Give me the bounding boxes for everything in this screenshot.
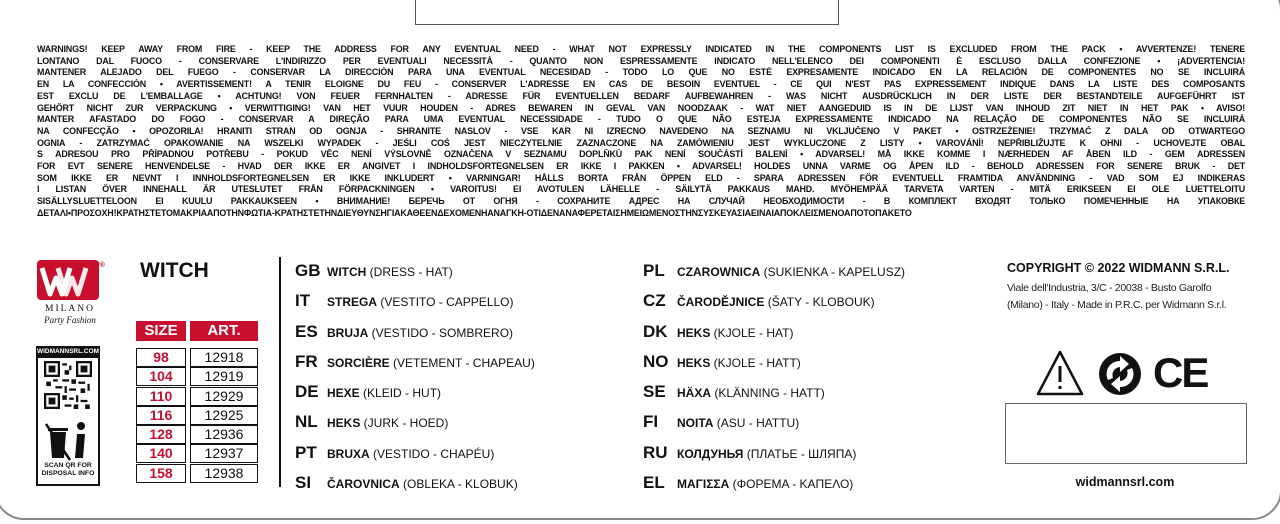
- language-code: NO: [643, 351, 669, 371]
- qr-caption: SCAN QR FOR DISPOSAL INFO: [41, 462, 95, 477]
- language-item: [643, 443, 905, 473]
- product-description: (VESTITO - CAPPELLO): [377, 295, 514, 310]
- language-item: [295, 261, 535, 291]
- product-name: ČARODĚJNICE: [677, 295, 765, 310]
- product-description: (ΦΟΡΕΜΑ - ΚΑΠΕΛΟ): [729, 477, 854, 492]
- language-code: ES: [295, 321, 318, 341]
- product-title: WITCH: [140, 259, 209, 282]
- size-cell: 98: [136, 348, 186, 367]
- size-cell: 128: [136, 425, 186, 444]
- size-cell: 116: [136, 406, 186, 425]
- language-item: [295, 322, 535, 352]
- product-description: (ASU - HATTU): [713, 416, 800, 431]
- brand-tagline: Party Fashion: [44, 315, 96, 325]
- language-code: CZ: [643, 291, 666, 311]
- product-description: (DRESS - HAT): [366, 265, 453, 279]
- product-name: STREGA: [327, 295, 378, 310]
- warning-line: S ADRESOU PRO PŘÍPADNOU POTŘEBU - POKUD VĚC NENÍ VÝSLOVNĚ OZNAČENA V SEZNAMU DOPLŇKŮ PAK NENÍ SOUČÁSTÍ BALENÍ • ADVARSEL! MÅ IKKE KOMME I NÆRHEDEN AF ÅBEN ILD - GEM ADRESSEN: [37, 149, 1246, 161]
- language-item: [643, 412, 905, 442]
- warning-line: LONTANO DAL FUOCO - CONSERVARE L'INDIRIZZO PER EVENTUALI NECESSITÀ - QUANTO NON ESPRESSAMENTE INDICATO NELL'ELENCO DEI COMPONENTI È ESCLUSO DALLA CONFEZIONE • ¡ADVERTENCIA!: [37, 55, 1246, 67]
- language-item: [295, 412, 535, 442]
- product-name: CZAROWNICA: [677, 265, 761, 279]
- warning-line: OGNIA - ZATRZYMAĆ OPAKOWANIE NA WSZELKI WYPADEK - JEŚLI COŚ JEST NIECZYTELNIE ZAZNACZONE NA ZAMÓWIENIU JEST WYKLUCZONE Z LISTY • VAROVÁNÍ! NEPŘIBLIŽUJTE K OHNI - UCHOVEJTE OBAL: [37, 137, 1246, 149]
- language-item: [295, 443, 535, 473]
- language-code: PT: [295, 442, 317, 462]
- art-cell: 12929: [190, 387, 258, 406]
- warning-line: FOR EVT SENERE HENVENDELSE - HVAD DER IKKE ER ANGIVET I INDHOLDSFORTEGNELSEN ER IKKE I PAKKEN • ADVARSEL! HOLDES UNNA VARME OG ÅPEN ILD - BEHOLD ADRESSEN FOR SENERE BRUK - DET: [37, 161, 1246, 173]
- product-description: (OBLEKA - KLOBUK): [399, 477, 518, 492]
- size-cell: 140: [136, 444, 186, 463]
- warning-line: SOM IKKE ER NEVNT I INNHOLDSFORTEGNELSEN ER IKKE INKLUDERT • VARNINGAR! HÅLLS BORTA FRÅN ÖPPEN ELD - SPARA ADRESSEN FÖR EVENTUELL FRAMTIDA ANVÄNDNING - VAD SOM EJ INDIKERAS: [37, 172, 1246, 184]
- art-cell: 12938: [190, 464, 258, 483]
- copyright: COPYRIGHT © 2022 WIDMANN S.R.L.: [1007, 261, 1230, 275]
- product-description: (SUKIENKA - KAPELUSZ): [760, 265, 906, 279]
- language-code: FR: [295, 351, 318, 371]
- language-list-right: [643, 261, 905, 503]
- product-name: BRUJA: [327, 325, 369, 340]
- language-code: RU: [643, 442, 668, 462]
- language-code: FI: [643, 412, 659, 432]
- product-name: BRUXA: [327, 446, 370, 461]
- language-item: [643, 291, 905, 321]
- product-name: HEKS: [327, 416, 361, 431]
- product-name: NOITA: [677, 416, 714, 431]
- warning-line: WARNINGS! KEEP AWAY FROM FIRE - KEEP THE ADDRESS FOR ANY EVENTUAL NEED - WHAT NOT EXPRESSLY INDICATED IN THE COMPONENTS LIST IS EXCLUDED FROM THE PACK • AVVERTENZE! TENERE: [37, 44, 1246, 55]
- art-cell: 12918: [190, 348, 258, 367]
- top-window-box: [415, 0, 839, 25]
- language-code: PL: [643, 261, 665, 280]
- language-list-left: [295, 261, 535, 503]
- language-code: EL: [643, 473, 665, 493]
- divider: [279, 257, 281, 487]
- product-name: ČAROVNICA: [327, 477, 400, 492]
- warnings-text: [37, 44, 1245, 220]
- website-link[interactable]: widmannsrl.com: [1075, 475, 1175, 489]
- product-description: (JURK - HOED): [360, 416, 449, 431]
- language-code: IT: [295, 291, 311, 311]
- language-item: [643, 352, 905, 382]
- green-dot-recycle-icon: [1099, 353, 1141, 395]
- warning-line: MANTENER ALEJADO DEL FUEGO - CONSERVAR LA DIRECCIÓN PARA UNA EVENTUAL NECESIDAD - TODO LO QUE NO ESTÉ EXPRESAMENTE INDICADO EN LA RELACIÓN DE COMPONENTES NO SE INCLUIRÁ: [37, 67, 1246, 79]
- language-item: [295, 291, 535, 321]
- warning-line: SISÄLLYSLUETTELOON EI KUULU PAKKAUKSEEN • ВНИМАНИЕ! БЕРЕЧЬ ОТ ОГНЯ - СОХРАНИТЕ АДРЕС НА СЛУЧАЙ НЕОБХОДИМОСТИ - В КОМПЛЕКТ ВХОДЯТ ТОЛЬКО ПОМЕЧЕННЫЕ НА УПАКОВКЕ: [37, 196, 1246, 208]
- product-name: HEKS: [677, 325, 711, 340]
- art-cell: 12936: [190, 425, 258, 444]
- language-item: [295, 473, 535, 503]
- language-item: [643, 261, 905, 291]
- product-name: ΜΑΓΙΣΣΑ: [677, 477, 730, 492]
- qr-code-icon[interactable]: [44, 361, 92, 409]
- size-header: SIZE: [136, 321, 186, 341]
- disposal-info-icon: [44, 418, 92, 462]
- language-code: SE: [643, 382, 666, 402]
- art-cell: 12937: [190, 444, 258, 463]
- warning-triangle-icon: [1038, 352, 1082, 394]
- art-cell: 12925: [190, 406, 258, 425]
- warning-line: EN LA CONFECCIÓN • AVERTISSEMENT! A TENIR ELOIGNE DU FEU - CONSERVER L'ADRESSE EN CAS DE BESOIN EVENTUEL - CE QUI N'EST PAS EXPRESSEMENT INDIQUE DANS LA LISTE DES COMPOSANTS: [37, 79, 1246, 91]
- product-name: HÄXA: [677, 386, 712, 401]
- product-name: WITCH: [327, 265, 367, 279]
- warning-line: I LISTAN ÖVER INNEHALL ÄR UTESLUTET FRÅN FÖRPACKNINGEN • VAROITUS! EI AVOTULEN LÄHELLE - SÄILYTÄ PAKKAUS MAHD. MYÖHEMPÄÄ TARVETA VARTEN - MITÄ ERIKSEEN EI OLE LUETTELOITU: [37, 184, 1246, 196]
- product-name: КОЛДУНЬЯ: [677, 446, 744, 461]
- product-description: (KJOLE - HATT): [710, 355, 801, 370]
- language-code: DK: [643, 321, 668, 341]
- warning-line: NA CONFECÇÃO • OPOZORILA! HRANITI STRAN OD OGNJA - SHRANITE NASLOV - VSE KAR NI IZRECNO NAVEDENO NA SEZNAMU NI VKLJUČENO V PAKET • OSTRZEŻENIE! TRZYMAĆ Z DALA OD OTWARTEGO: [37, 125, 1246, 137]
- size-cell: 110: [136, 387, 186, 406]
- language-item: [643, 473, 905, 503]
- size-cell: 158: [136, 464, 186, 483]
- language-item: [643, 322, 905, 352]
- product-description: (KLEID - HUT): [359, 386, 442, 401]
- product-description: (VESTIDO - CHAPÉU): [369, 446, 495, 461]
- batch-box: [1005, 403, 1247, 464]
- language-code: GB: [295, 261, 321, 280]
- product-description: (KJOLE - HAT): [710, 325, 794, 340]
- brand-city: MILANO: [45, 304, 95, 314]
- language-item: [295, 352, 535, 382]
- art-cell: 12919: [190, 367, 258, 386]
- qr-header: WIDMANNSRL.COM: [36, 346, 100, 358]
- size-cell: 104: [136, 367, 186, 386]
- art-header: ART.: [190, 321, 258, 341]
- product-name: SORCIÈRE: [327, 355, 390, 370]
- product-description: (ŠATY - KLOBOUK): [764, 295, 875, 310]
- language-code: NL: [295, 412, 318, 432]
- warning-line: ΔΕΤΑΛΙ•ΠΡΟΣΟΧΗ!ΚΡΑΤΗΣΤΕΤΟΜΑΚΡΙΑΑΠΟΤΗΝΦΩΤΙΑ-ΚΡΑΤΗΣΤΕΤΗΝΔΙΕΥΘΥΝΣΗΓΙΑΚΑΘΕΕΝΔΕΧΟΜΕΝΗΑΝΑΓΚΗ-ΟΤΙΔΕΝΑΝΑΦΕΡΕΤΑΙΣΗΜΕΙΩΜΕΝΟΣΤΗΝΣΥΣΚΕΥΑΣΙΑΕΙΝΑΙΑΠΟΚΛΕΙΣΜΕΝΟΑΠΟΤΟΠΑΚΕΤΟ: [37, 207, 912, 219]
- product-description: (VESTIDO - SOMBRERO): [368, 325, 514, 340]
- product-name: HEKS: [677, 355, 711, 370]
- language-item: [295, 382, 535, 412]
- company-address: Viale dell'Industria, 3/C - 20038 - Busto Garolfo (Milano) - Italy - Made in P.R.C. per Widmann S.r.l.: [1007, 282, 1227, 311]
- warning-line: MANTER AFASTADO DO FOGO - CONSERVAR A DIREÇÃO PARA UMA EVENTUAL NECESSIDADE - TUDO O QUE NÃO ESTEJA EXPRESSAMENTE INDICADO NA RELAÇÃO DE COMPONENTES NÃO SE INCLUIRÁ: [37, 114, 1246, 126]
- product-description: (VETEMENT - CHAPEAU): [389, 355, 535, 370]
- language-code: SI: [295, 473, 312, 493]
- product-description: (KLÄNNING - HATT): [711, 386, 825, 401]
- language-item: [643, 382, 905, 412]
- product-name: HEXE: [327, 386, 360, 401]
- brand-badge: WIDMANN®: [65, 262, 105, 269]
- warning-line: EST EXCLU DE L'EMBALLAGE • ACHTUNG! VON FEUER FERNHALTEN - ADRESSE FÜR EVENTUELLEN BEDARF AUFBEWAHREN - WAS NICHT AUSDRÜCKLICH IN DER LISTE DER BESTANDTEILE AUFGEFÜHRT IST: [37, 90, 1246, 102]
- language-code: DE: [295, 382, 319, 402]
- ce-mark-icon: CE: [1153, 349, 1208, 396]
- warning-line: GEHÖRT NICHT ZUR VERPACKUNG • VERWITTIGING! VAN HET VUUR HOUDEN - ADRES BEWAREN IN GEVAL VAN NOODZAAK - WAT NIET AANGEDUID IS IN DE LIJST VAN INHOUD ZIT NIET IN HET PAK • AVISO!: [37, 102, 1246, 114]
- product-description: (ПЛАТЬЕ - ШЛЯПА): [743, 446, 857, 461]
